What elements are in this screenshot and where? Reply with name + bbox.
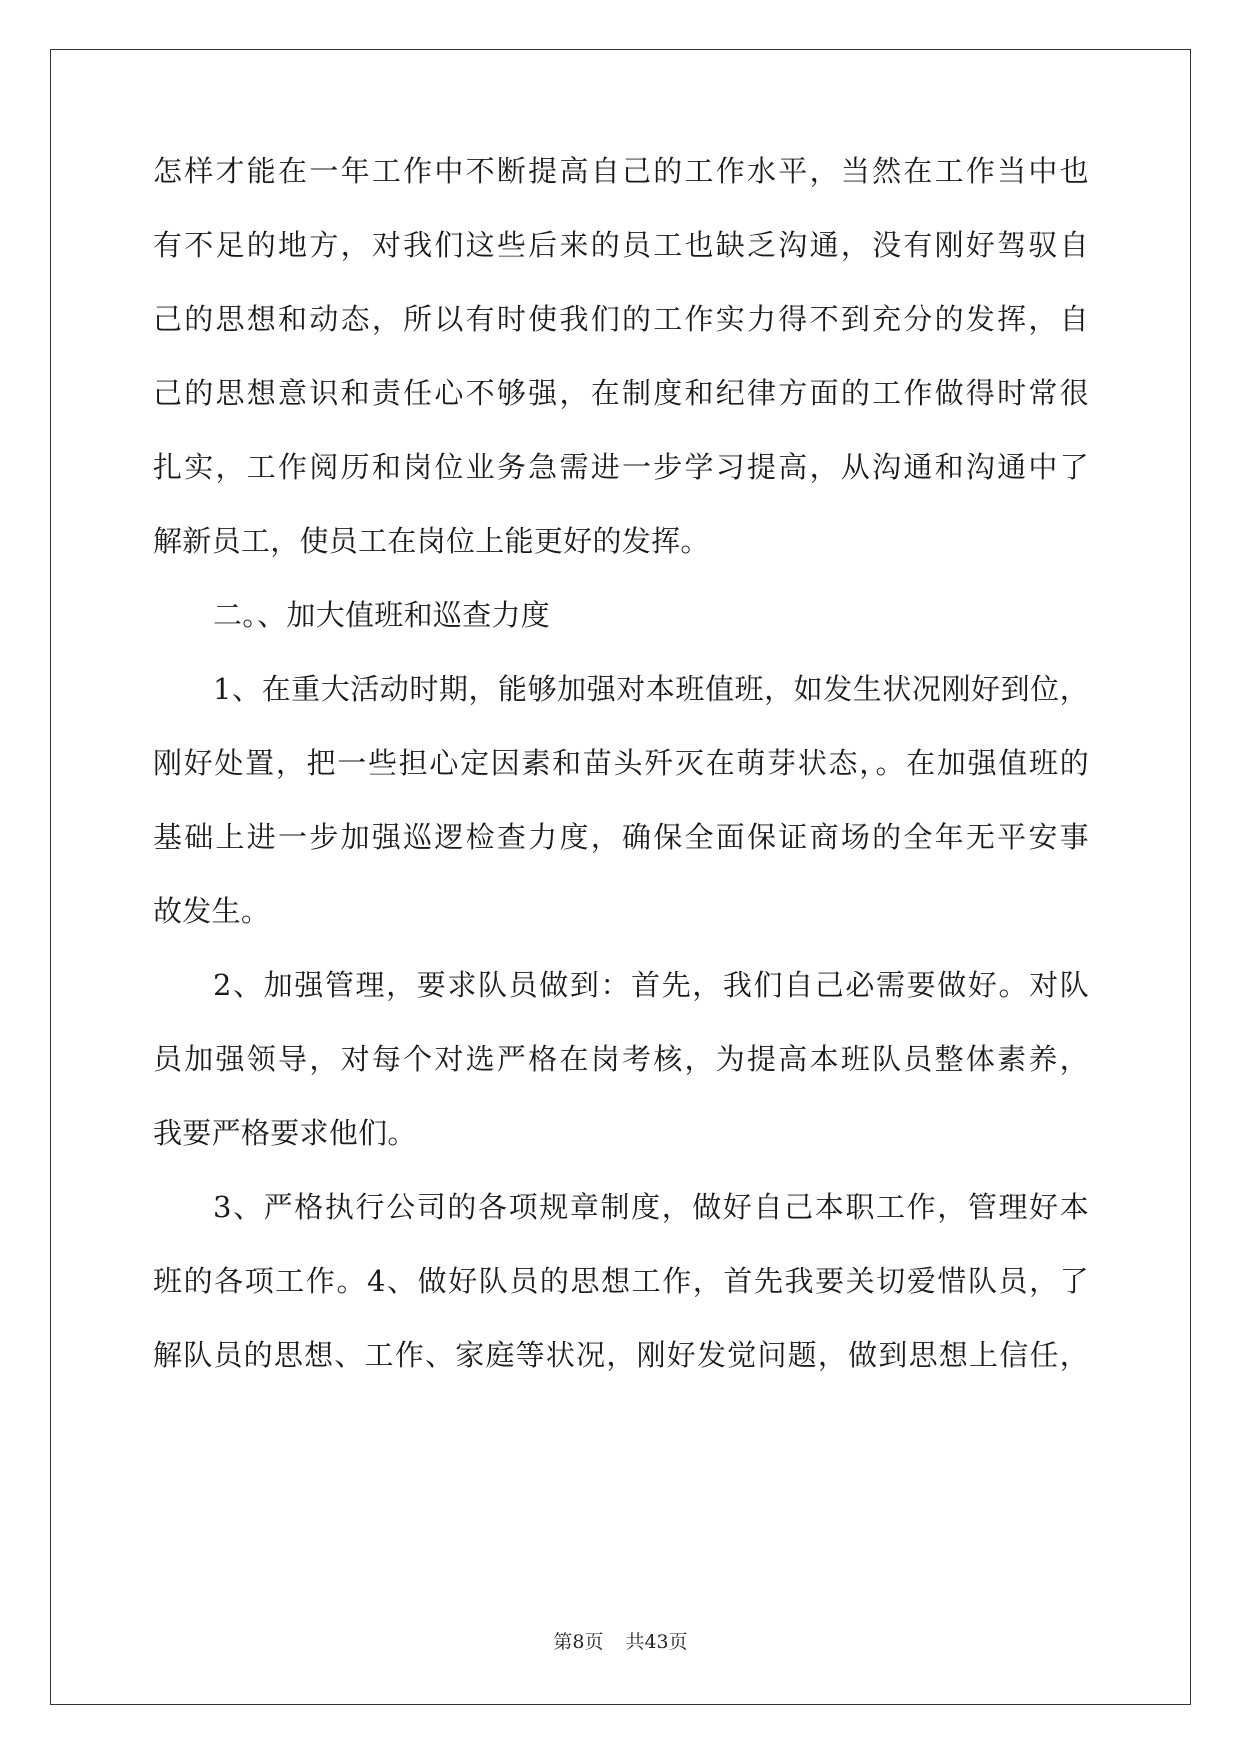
text-line-14: 我要严格要求他们。 (153, 1116, 417, 1150)
text-line-10: 基础上进一步加强巡逻检查力度，确保全面保证商场的全年无平安事 (153, 820, 1089, 854)
text-line-4: 己的思想意识和责任心不够强，在制度和纪律方面的工作做得时常很 (153, 376, 1089, 410)
text-line-13: 员加强领导，对每个对选严格在岗考核，为提高本班队员整体素养， (153, 1042, 1089, 1076)
text-line-6: 解新员工，使员工在岗位上能更好的发挥。 (153, 524, 710, 558)
text-line-16: 班的各项工作。4、做好队员的思想工作，首先我要关切爱惜队员，了 (153, 1264, 1089, 1298)
text-line-17: 解队员的思想、工作、家庭等状况，刚好发觉问题，做到思想上信任， (153, 1338, 1089, 1372)
text-line-3: 己的思想和动态，所以有时使我们的工作实力得不到充分的发挥，自 (153, 302, 1089, 336)
page-number: 第8页 (553, 1631, 604, 1653)
text-line-12: 2、加强管理，要求队员做到：首先，我们自己必需要做好。对队 (213, 968, 1089, 1002)
text-line-11: 故发生。 (153, 894, 271, 928)
page-total: 共43页 (625, 1631, 688, 1653)
text-line-9: 刚好处置，把一些担心定因素和苗头歼灭在萌芽状态，。在加强值班的 (153, 746, 1089, 780)
text-line-1: 怎样才能在一年工作中不断提高自己的工作水平，当然在工作当中也 (153, 154, 1089, 188)
text-line-8: 1、在重大活动时期，能够加强对本班值班，如发生状况刚好到位， (213, 672, 1089, 706)
section-heading: 二。、加大值班和巡查力度 (213, 598, 551, 632)
text-line-2: 有不足的地方，对我们这些后来的员工也缺乏沟通，没有刚好驾驭自 (153, 228, 1089, 262)
text-line-15: 3、严格执行公司的各项规章制度，做好自己本职工作，管理好本 (213, 1190, 1089, 1224)
page-footer (0, 1630, 1241, 1654)
page-border (50, 49, 1191, 1705)
text-line-5: 扎实，工作阅历和岗位业务急需进一步学习提高，从沟通和沟通中了 (153, 450, 1089, 484)
